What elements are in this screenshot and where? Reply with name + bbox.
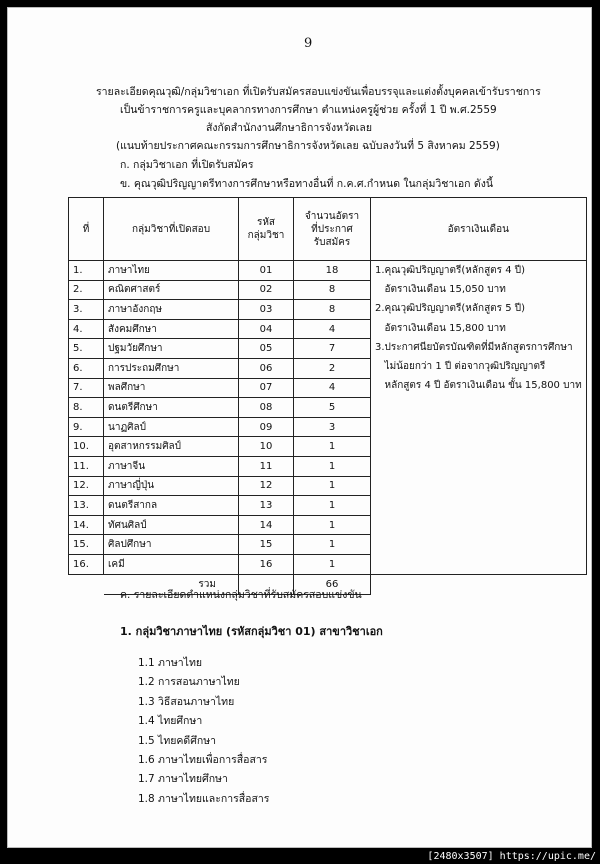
salary-cell	[371, 261, 587, 575]
header-item-a: ก. กลุ่มวิชาเอก ที่เปิดรับสมัคร	[120, 159, 254, 171]
row-subject: พลศึกษา	[104, 378, 239, 398]
row-number: 6.	[69, 358, 104, 378]
section-c-item: 1.4 ไทยศึกษา	[138, 715, 203, 728]
header-code-line-1: รหัส	[256, 217, 276, 228]
salary-line: 2.คุณวุฒิปริญญาตรี(หลักสูตร 5 ปี)	[375, 303, 526, 315]
row-number: 14.	[69, 515, 104, 535]
row-number: 7.	[69, 378, 104, 398]
row-quantity: 5	[294, 398, 371, 418]
row-quantity: 1	[294, 496, 371, 516]
row-subject: ศิลปศึกษา	[104, 535, 239, 555]
section-c-item: 1.7 ภาษาไทยศึกษา	[138, 773, 228, 786]
row-code: 03	[239, 300, 294, 320]
row-quantity: 7	[294, 339, 371, 359]
row-number: 9.	[69, 417, 104, 437]
row-code: 01	[239, 261, 294, 281]
row-code: 12	[239, 476, 294, 496]
header-line-2: เป็นข้าราชการครูและบุคลากรทางการศึกษา ตำแหน่งครูผู้ช่วย ครั้งที่ 1 ปี พ.ศ.2559	[120, 104, 497, 116]
row-number: 13.	[69, 496, 104, 516]
row-code: 08	[239, 398, 294, 418]
row-quantity: 8	[294, 280, 371, 300]
row-quantity: 1	[294, 515, 371, 535]
row-subject: อุตสาหกรรมศิลป์	[104, 437, 239, 457]
row-number: 3.	[69, 300, 104, 320]
row-number: 12.	[69, 476, 104, 496]
row-quantity: 1	[294, 554, 371, 574]
row-quantity: 1	[294, 535, 371, 555]
row-number: 4.	[69, 319, 104, 339]
row-quantity: 2	[294, 358, 371, 378]
section-c-item: 1.2 การสอนภาษาไทย	[138, 676, 240, 689]
row-code: 15	[239, 535, 294, 555]
header-line-3: สังกัดสำนักงานศึกษาธิการจังหวัดเลย	[206, 122, 372, 134]
row-code: 07	[239, 378, 294, 398]
salary-line: อัตราเงินเดือน 15,800 บาท	[375, 322, 506, 334]
row-subject: ภาษาญี่ปุ่น	[104, 476, 239, 496]
salary-line: หลักสูตร 4 ปี อัตราเงินเดือน ขั้น 15,800 บาท	[375, 380, 582, 392]
row-code: 14	[239, 515, 294, 535]
row-quantity: 1	[294, 437, 371, 457]
header-qty	[294, 198, 371, 261]
row-quantity: 18	[294, 261, 371, 281]
header-subject: กลุ่มวิชาที่เปิดสอบ	[104, 198, 239, 261]
page-number: 9	[304, 36, 313, 51]
header-qty-line-3: รับสมัคร	[313, 236, 351, 248]
row-code: 13	[239, 496, 294, 516]
row-subject: ดนตรีศึกษา	[104, 398, 239, 418]
salary-line: อัตราเงินเดือน 15,050 บาท	[375, 284, 506, 296]
row-code: 02	[239, 280, 294, 300]
row-subject: นาฏศิลป์	[104, 417, 239, 437]
salary-line: 1.คุณวุฒิปริญญาตรี(หลักสูตร 4 ปี)	[375, 265, 526, 276]
row-number: 15.	[69, 535, 104, 555]
row-code: 06	[239, 358, 294, 378]
document-page	[7, 7, 592, 848]
row-number: 5.	[69, 339, 104, 359]
row-number: 8.	[69, 398, 104, 418]
section-c-intro: ค. รายละเอียดตำแหน่งกลุ่มวิชาที่รับสมัครสอบแข่งขัน	[120, 589, 362, 601]
section-c-title: 1. กลุ่มวิชาภาษาไทย (รหัสกลุ่มวิชา 01) สาขาวิชาเอก	[120, 625, 383, 638]
section-c-item: 1.1 ภาษาไทย	[138, 657, 203, 669]
row-number: 2.	[69, 280, 104, 300]
section-c-item: 1.3 วิธีสอนภาษาไทย	[138, 695, 235, 708]
row-quantity: 1	[294, 456, 371, 476]
row-subject: ปฐมวัยศึกษา	[104, 339, 239, 359]
section-c-item: 1.8 ภาษาไทยและการสื่อสาร	[138, 792, 270, 805]
total-value: 66	[294, 574, 371, 594]
row-quantity: 4	[294, 319, 371, 339]
header-line-1: รายละเอียดคุณวุฒิ/กลุ่มวิชาเอก ที่เปิดรับสมัครสอบแข่งขันเพื่อบรรจุและแต่งตั้งบุคคลเข้ารับราชการ	[96, 86, 541, 98]
header-no: ที่	[69, 198, 104, 261]
row-subject: ดนตรีสากล	[104, 496, 239, 516]
header-code	[239, 198, 294, 261]
row-subject: ภาษาไทย	[104, 261, 239, 281]
row-subject: การประถมศึกษา	[104, 358, 239, 378]
header-qty-line-2: ที่ประกาศ	[311, 223, 353, 235]
header-line-4: (แนบท้ายประกาศคณะกรรมการศึกษาธิการจังหวัดเลย ฉบับลงวันที่ 5 สิงหาคม 2559)	[116, 140, 500, 152]
section-c-item: 1.6 ภาษาไทยเพื่อการสื่อสาร	[138, 754, 268, 766]
row-code: 16	[239, 554, 294, 574]
total-blank-salary	[371, 574, 587, 594]
row-subject: คณิตศาสตร์	[104, 280, 239, 300]
header-qty-line-1: จำนวนอัตรา	[304, 210, 360, 222]
salary-line: ไม่น้อยกว่า 1 ปี ต่อจากวุฒิปริญญาตรี	[375, 361, 546, 373]
row-number: 11.	[69, 456, 104, 476]
image-size-tag: [2480x3507] https://upic.me/	[427, 851, 596, 862]
section-c-item: 1.5 ไทยคดีศึกษา	[138, 734, 217, 747]
row-code: 11	[239, 456, 294, 476]
row-subject: ภาษาอังกฤษ	[104, 300, 239, 320]
total-blank-no	[69, 574, 104, 594]
row-subject: ทัศนศิลป์	[104, 515, 239, 535]
row-quantity: 3	[294, 417, 371, 437]
row-number: 1.	[69, 261, 104, 281]
row-number: 10.	[69, 437, 104, 457]
row-quantity: 4	[294, 378, 371, 398]
row-code: 04	[239, 319, 294, 339]
header-salary: อัตราเงินเดือน	[371, 198, 587, 261]
table-row	[69, 261, 587, 281]
row-quantity: 8	[294, 300, 371, 320]
table-header-row	[69, 198, 587, 261]
row-code: 09	[239, 417, 294, 437]
row-code: 10	[239, 437, 294, 457]
total-label: รวม	[104, 574, 239, 594]
salary-line: 3.ประกาศนียบัตรบัณฑิตที่มีหลักสูตรการศึกษา	[375, 341, 573, 353]
positions-table	[68, 197, 587, 595]
row-number: 16.	[69, 554, 104, 574]
row-subject: สังคมศึกษา	[104, 319, 239, 339]
row-code: 05	[239, 339, 294, 359]
row-subject: ภาษาจีน	[104, 456, 239, 476]
row-subject: เคมี	[104, 554, 239, 574]
row-quantity: 1	[294, 476, 371, 496]
header-item-b: ข. คุณวุฒิปริญญาตรีทางการศึกษาหรือทางอื่นที่ ก.ค.ศ.กำหนด ในกลุ่มวิชาเอก ดังนี้	[120, 178, 494, 190]
header-code-line-2: กลุ่มวิชา	[247, 230, 285, 241]
